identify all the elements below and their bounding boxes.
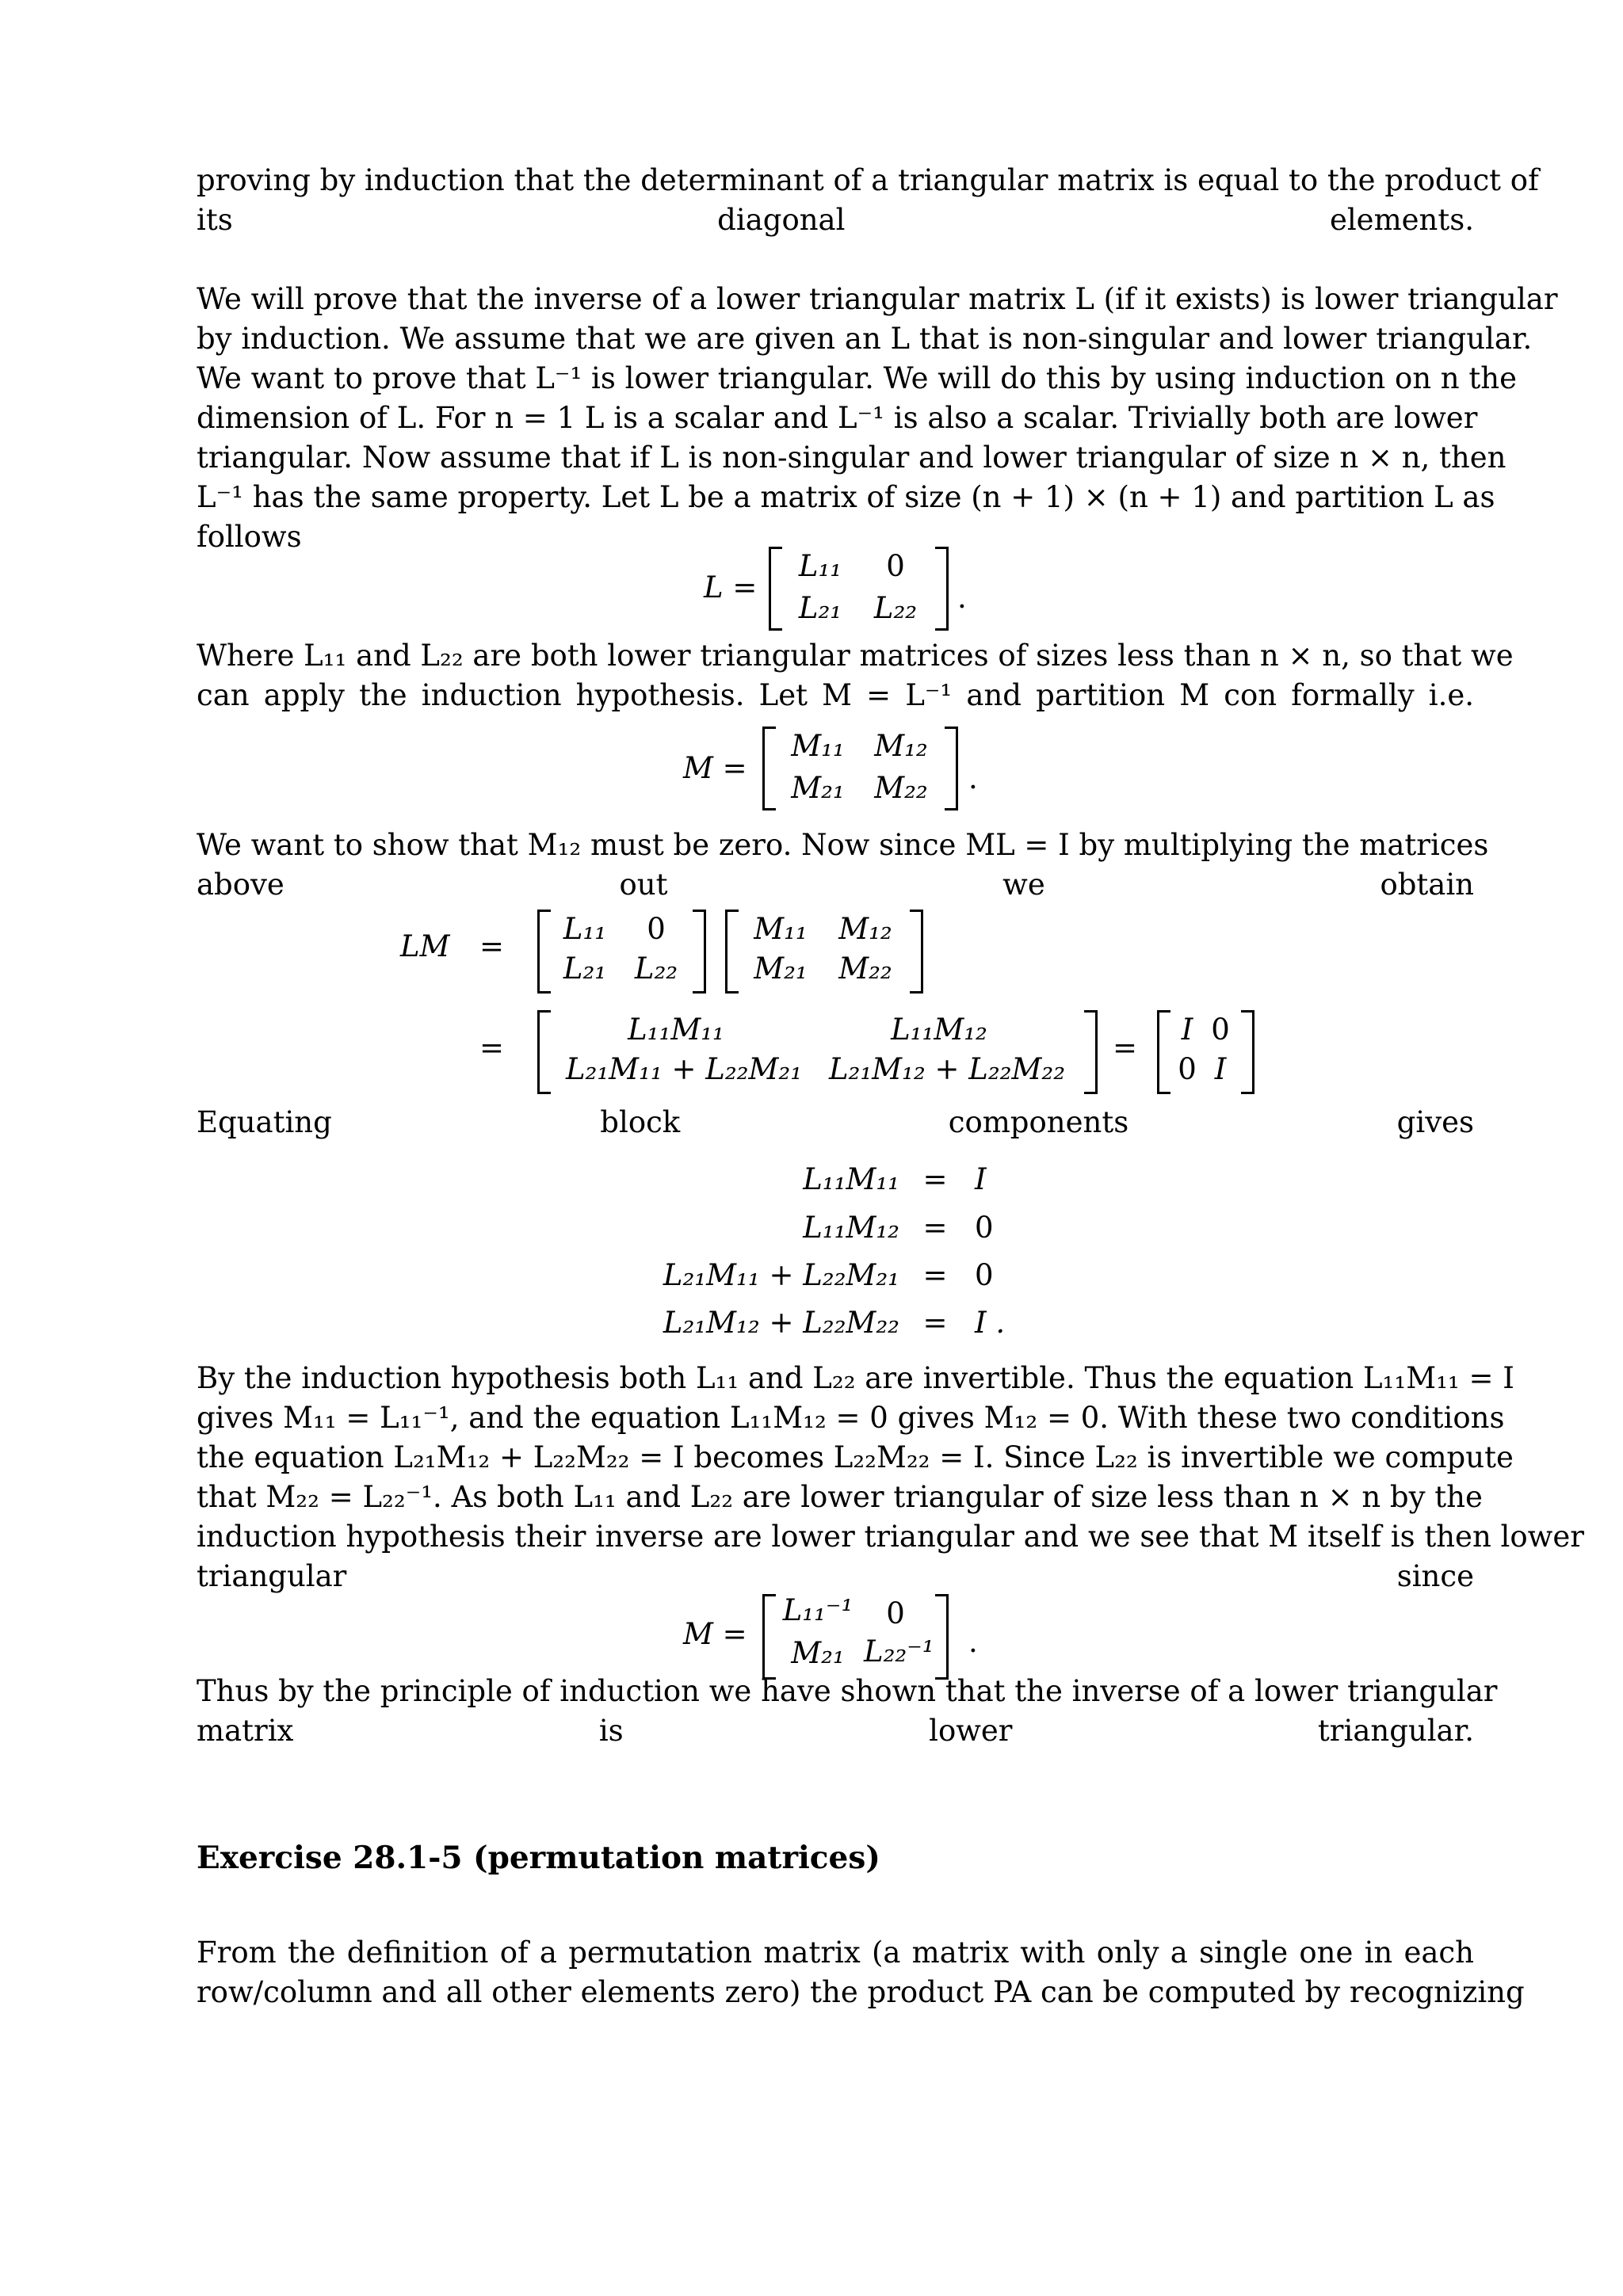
equals-sign: = [1113, 1031, 1138, 1065]
matrix-cell: 0 [886, 549, 905, 583]
matrix-cell: L₂₁ [798, 591, 842, 625]
text-line: From the definition of a permutation matrix (a matrix with only a single one in each [197, 1936, 1474, 1970]
text-line: the equation L₂₁M₁₂ + L₂₂M₂₂ = I becomes L₂₂M₂₂ = I. Since L₂₂ is invertible we compute [197, 1440, 1514, 1474]
equals-sign: = [922, 1258, 948, 1292]
right-bracket [1241, 1010, 1254, 1094]
text-line: We will prove that the inverse of a lower triangular matrix L (if it exists) is lower triangular [197, 282, 1558, 316]
equals-sign: = [922, 1306, 948, 1340]
text-line: row/column and all other elements zero) the product PA can be computed by recognizing [197, 1975, 1525, 2009]
text-line: above out we obtain [197, 868, 1474, 902]
matrix-cell: 0 [1178, 1052, 1197, 1086]
equation-lhs: L₂₁M₁₂ + L₂₂M₂₂ [663, 1306, 899, 1340]
paragraph-equating [197, 1103, 1474, 1142]
matrix-cell: M₂₂ [874, 771, 928, 805]
equation-lhs: L₁₁M₁₁ [803, 1162, 899, 1196]
text-line: by induction. We assume that we are given an L that is non-singular and lower triangular. [197, 322, 1533, 356]
equation-rhs: 0 [975, 1258, 994, 1292]
matrix-cell: M₂₁ [791, 1636, 845, 1670]
equation-lhs: L₁₁M₁₂ [803, 1211, 899, 1245]
text-line: triangular since [197, 1559, 1474, 1593]
matrix-cell: I [1181, 1013, 1193, 1047]
right-bracket [1084, 1010, 1098, 1094]
text-line: that M₂₂ = L₂₂⁻¹. As both L₁₁ and L₂₂ are lower triangular of size less than n × n by the [197, 1480, 1483, 1514]
matrix-cell: 0 [1211, 1013, 1230, 1047]
matrix-cell: M₁₁ [754, 912, 808, 946]
matrix-cell: 0 [647, 912, 666, 946]
matrix-cell: L₂₂ [634, 952, 678, 986]
text-line: matrix is lower triangular. [197, 1714, 1474, 1748]
matrix-cell: 0 [886, 1596, 905, 1630]
text-line: Equating block components gives [197, 1105, 1474, 1139]
matrix-cell: L₂₁M₁₁ + L₂₂M₂₁ [565, 1052, 803, 1086]
right-bracket [935, 547, 949, 631]
equation-lhs: L₂₁M₁₁ + L₂₂M₂₁ [663, 1258, 899, 1292]
equals-sign: = [479, 1031, 505, 1065]
matrix-cell: I [1214, 1052, 1227, 1086]
right-bracket [910, 910, 923, 994]
text-line: L⁻¹ has the same property. Let L be a matrix of size (n + 1) × (n + 1) and partition L as [197, 480, 1495, 514]
text-line: gives M₁₁ = L₁₁⁻¹, and the equation L₁₁M₁₂ = 0 gives M₁₂ = 0. With these two conditions [197, 1401, 1505, 1435]
left-bracket [762, 1594, 776, 1680]
matrix-cell: L₁₁M₁₂ [891, 1013, 987, 1047]
text-line: triangular. Now assume that if L is non-singular and lower triangular of size n × n, then [197, 441, 1507, 475]
text-line: By the induction hypothesis both L₁₁ and L₂₂ are invertible. Thus the equation L₁₁M₁₁ = I [197, 1361, 1514, 1395]
matrix-cell: L₁₁ [798, 549, 842, 583]
paragraph-M12-zero [197, 826, 1489, 905]
equals-sign: = [922, 1162, 948, 1196]
matrix-cell: L₁₁⁻¹ [782, 1593, 854, 1627]
matrix-cell: M₂₂ [838, 952, 892, 986]
equals-sign: = [922, 1211, 948, 1245]
left-bracket [1157, 1010, 1170, 1094]
matrix-cell: M₁₂ [874, 729, 928, 763]
text-line: Where L₁₁ and L₂₂ are both lower triangular matrices of sizes less than n × n, so that we [197, 639, 1514, 673]
matrix-cell: L₁₁ [563, 912, 607, 946]
matrix-cell: L₂₁M₁₂ + L₂₂M₂₂ [828, 1052, 1066, 1086]
matrix-cell: M₂₁ [754, 952, 808, 986]
equation-lhs: M = [683, 751, 747, 785]
right-bracket [935, 1594, 949, 1680]
paragraph-induction-setup [197, 280, 1558, 557]
equation-rhs: I . [975, 1306, 1006, 1340]
matrix-cell: M₁₁ [791, 729, 845, 763]
paragraph-hypothesis [197, 1359, 1584, 1596]
equation-lhs: L = [704, 570, 758, 605]
paragraph-partition-M [197, 636, 1514, 715]
equation-rhs: 0 [975, 1211, 994, 1245]
matrix-cell: M₁₂ [838, 912, 892, 946]
equation-lhs: M = [683, 1617, 747, 1651]
text-line: dimension of L. For n = 1 L is a scalar and L⁻¹ is also a scalar. Trivially both are lower [197, 401, 1478, 435]
matrix-cell: L₂₂ [873, 591, 918, 625]
right-bracket [945, 727, 958, 810]
matrix-cell: L₂₁ [563, 952, 607, 986]
left-bracket [762, 727, 776, 810]
left-bracket [769, 547, 782, 631]
right-bracket [693, 910, 706, 994]
left-bracket [725, 910, 739, 994]
matrix-cell: L₁₁M₁₁ [628, 1013, 724, 1047]
matrix-cell: M₂₁ [791, 771, 845, 805]
text-line: We want to show that M₁₂ must be zero. Now since ML = I by multiplying the matrices [197, 828, 1489, 862]
period: . [968, 1625, 978, 1659]
text-line: induction hypothesis their inverse are lower triangular and we see that M itself is then lower [197, 1520, 1584, 1554]
text-line: its diagonal elements. [197, 203, 1474, 237]
matrix-cell: L₂₂⁻¹ [864, 1634, 934, 1669]
left-bracket [537, 910, 551, 994]
equals-sign: = [479, 929, 505, 963]
equation-lhs: LM [400, 929, 450, 963]
paragraph-conclusion [197, 1672, 1498, 1751]
text-line: proving by induction that the determinant of a triangular matrix is equal to the product of [197, 163, 1539, 197]
period: . [968, 761, 978, 795]
paragraph-determinant [197, 161, 1539, 240]
paragraph-permutation [197, 1933, 1525, 2012]
equation-rhs: I [975, 1162, 987, 1196]
period: . [957, 581, 967, 615]
text-line: can apply the induction hypothesis. Let M = L⁻¹ and partition M con formally i.e. [197, 678, 1474, 712]
text-line: We want to prove that L⁻¹ is lower triangular. We will do this by using induction on n the [197, 361, 1517, 395]
exercise-heading: Exercise 28.1-5 (permutation matrices) [197, 1840, 880, 1876]
left-bracket [537, 1010, 551, 1094]
text-line: Thus by the principle of induction we have shown that the inverse of a lower triangular [197, 1674, 1498, 1708]
text-line: follows [197, 520, 302, 554]
